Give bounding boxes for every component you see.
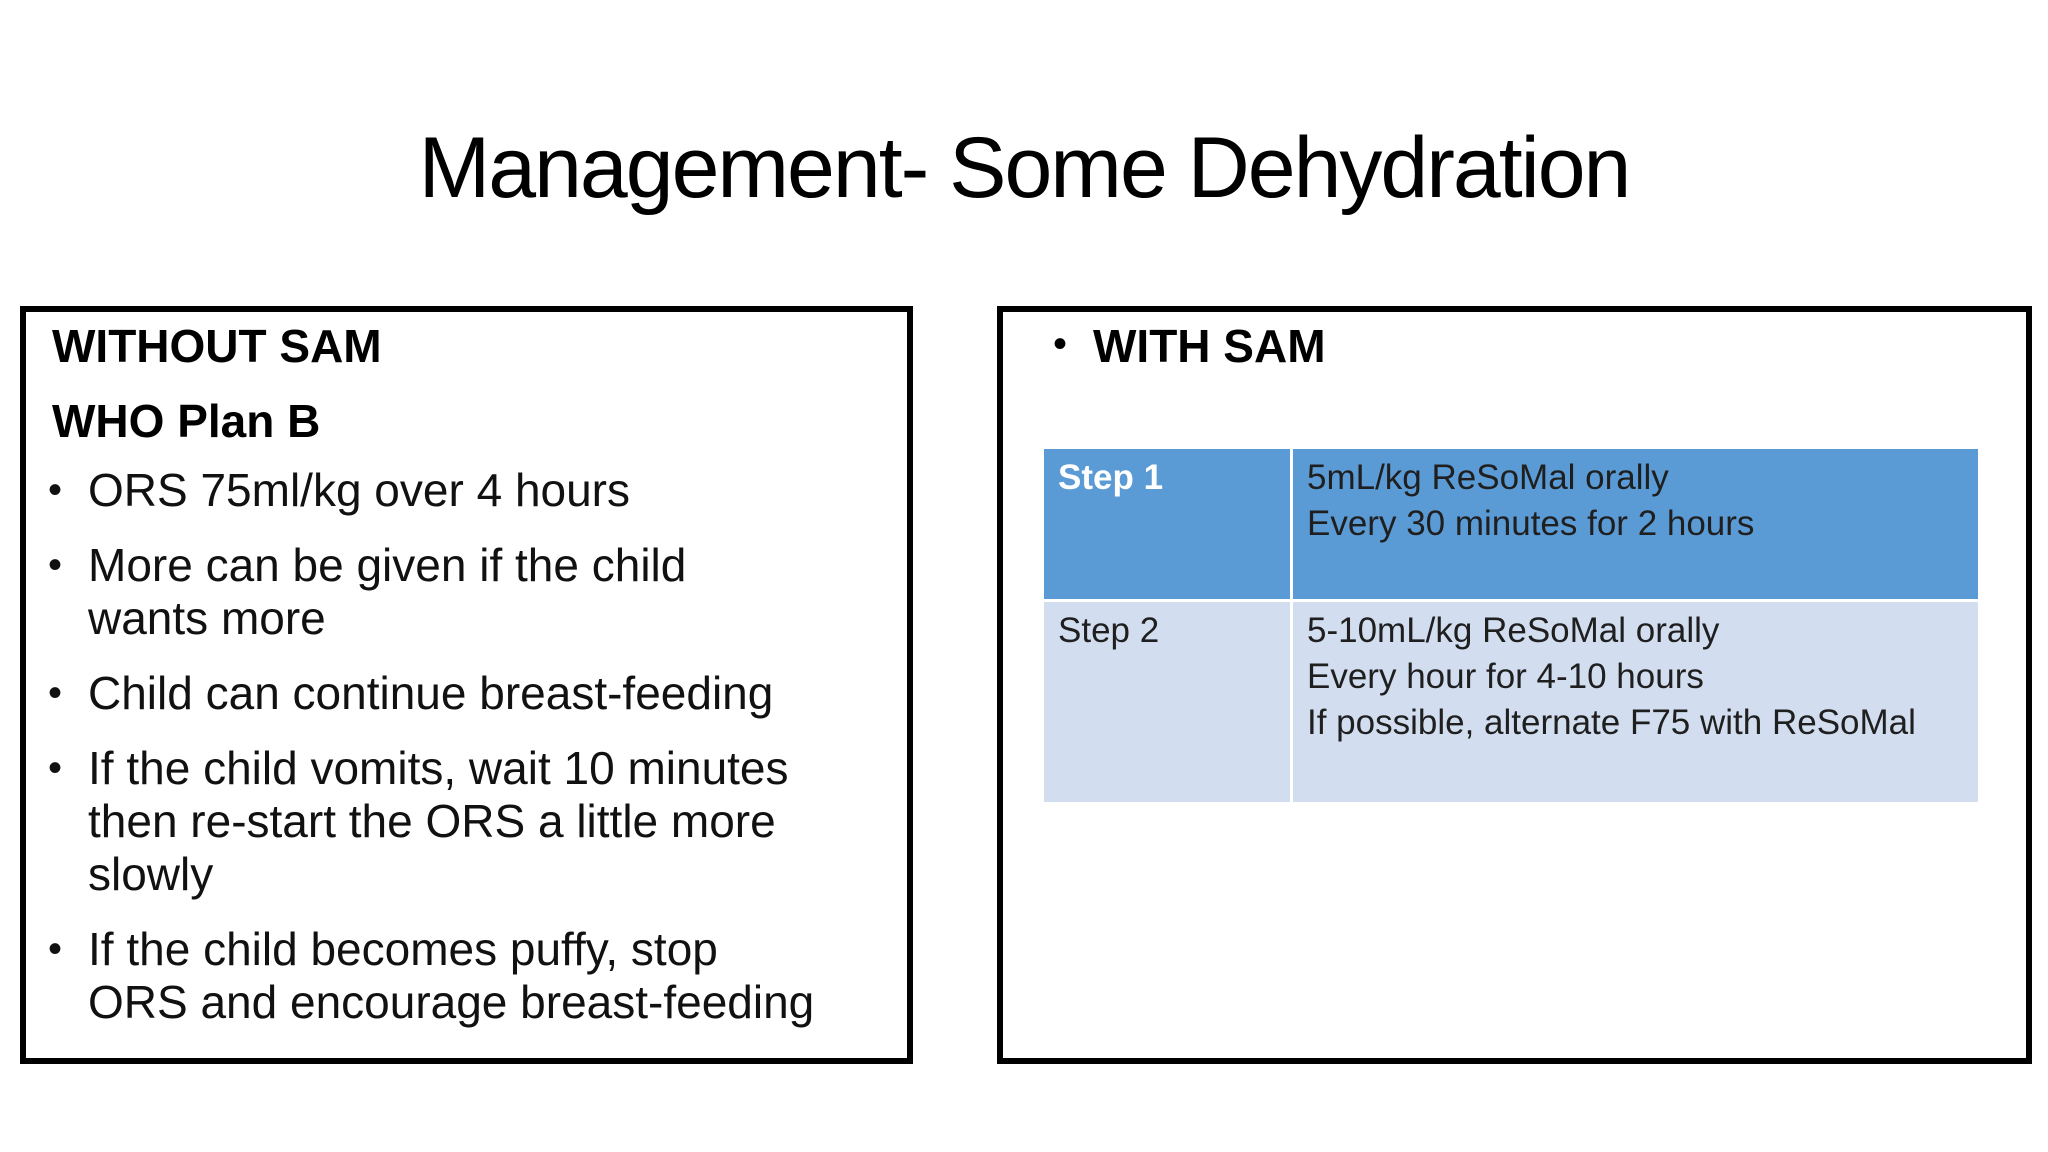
step-label-cell: Step 2	[1043, 601, 1292, 804]
bullet-text: If the child vomits, wait 10 minutes	[88, 742, 789, 794]
bullet-icon: •	[48, 468, 63, 512]
step-detail-line: 5mL/kg ReSoMal orally	[1307, 458, 1669, 497]
bullet-text: wants more	[88, 592, 326, 644]
bullet-icon: •	[48, 746, 63, 790]
with-sam-panel	[997, 306, 2032, 1064]
bullet-item	[48, 742, 898, 901]
step-detail-line: 5-10mL/kg ReSoMal orally	[1307, 611, 1720, 650]
table-row	[1043, 448, 1980, 601]
bullet-item	[48, 464, 898, 517]
step-detail-cell	[1292, 601, 1980, 804]
bullet-text: ORS and encourage breast-feeding	[88, 976, 815, 1028]
bullet-text: slowly	[88, 848, 214, 900]
bullet-icon: •	[48, 543, 63, 587]
step-detail-line: Every 30 minutes for 2 hours	[1307, 504, 1755, 543]
bullet-text: More can be given if the child	[88, 539, 687, 591]
who-plan-b-heading: WHO Plan B	[52, 395, 321, 447]
with-sam-heading	[1053, 318, 1326, 374]
slide-title: Management- Some Dehydration	[418, 120, 1630, 216]
bullet-icon: •	[48, 671, 63, 715]
bullet-text: ORS 75ml/kg over 4 hours	[88, 464, 631, 516]
bullet-text: Child can continue breast-feeding	[88, 667, 774, 719]
bullet-item	[48, 667, 898, 720]
bullet-text: then re-start the ORS a little more	[88, 795, 776, 847]
bullet-icon: •	[1053, 322, 1068, 366]
without-sam-panel	[20, 306, 913, 1064]
without-sam-heading: WITHOUT SAM	[52, 320, 382, 372]
resomal-steps-table	[1041, 446, 1981, 805]
step-detail-cell	[1292, 448, 1980, 601]
table-row	[1043, 601, 1980, 804]
step-detail-line: Every hour for 4-10 hours	[1307, 657, 1704, 696]
bullet-item	[48, 923, 898, 1029]
bullet-text: If the child becomes puffy, stop	[88, 923, 718, 975]
step-label-cell: Step 1	[1043, 448, 1292, 601]
with-sam-heading-text: WITH SAM	[1093, 320, 1326, 372]
bullet-item	[48, 539, 898, 645]
plan-b-bullet-list	[48, 464, 898, 1051]
step-detail-line: If possible, alternate F75 with ReSoMal	[1307, 703, 1916, 742]
bullet-icon: •	[48, 927, 63, 971]
